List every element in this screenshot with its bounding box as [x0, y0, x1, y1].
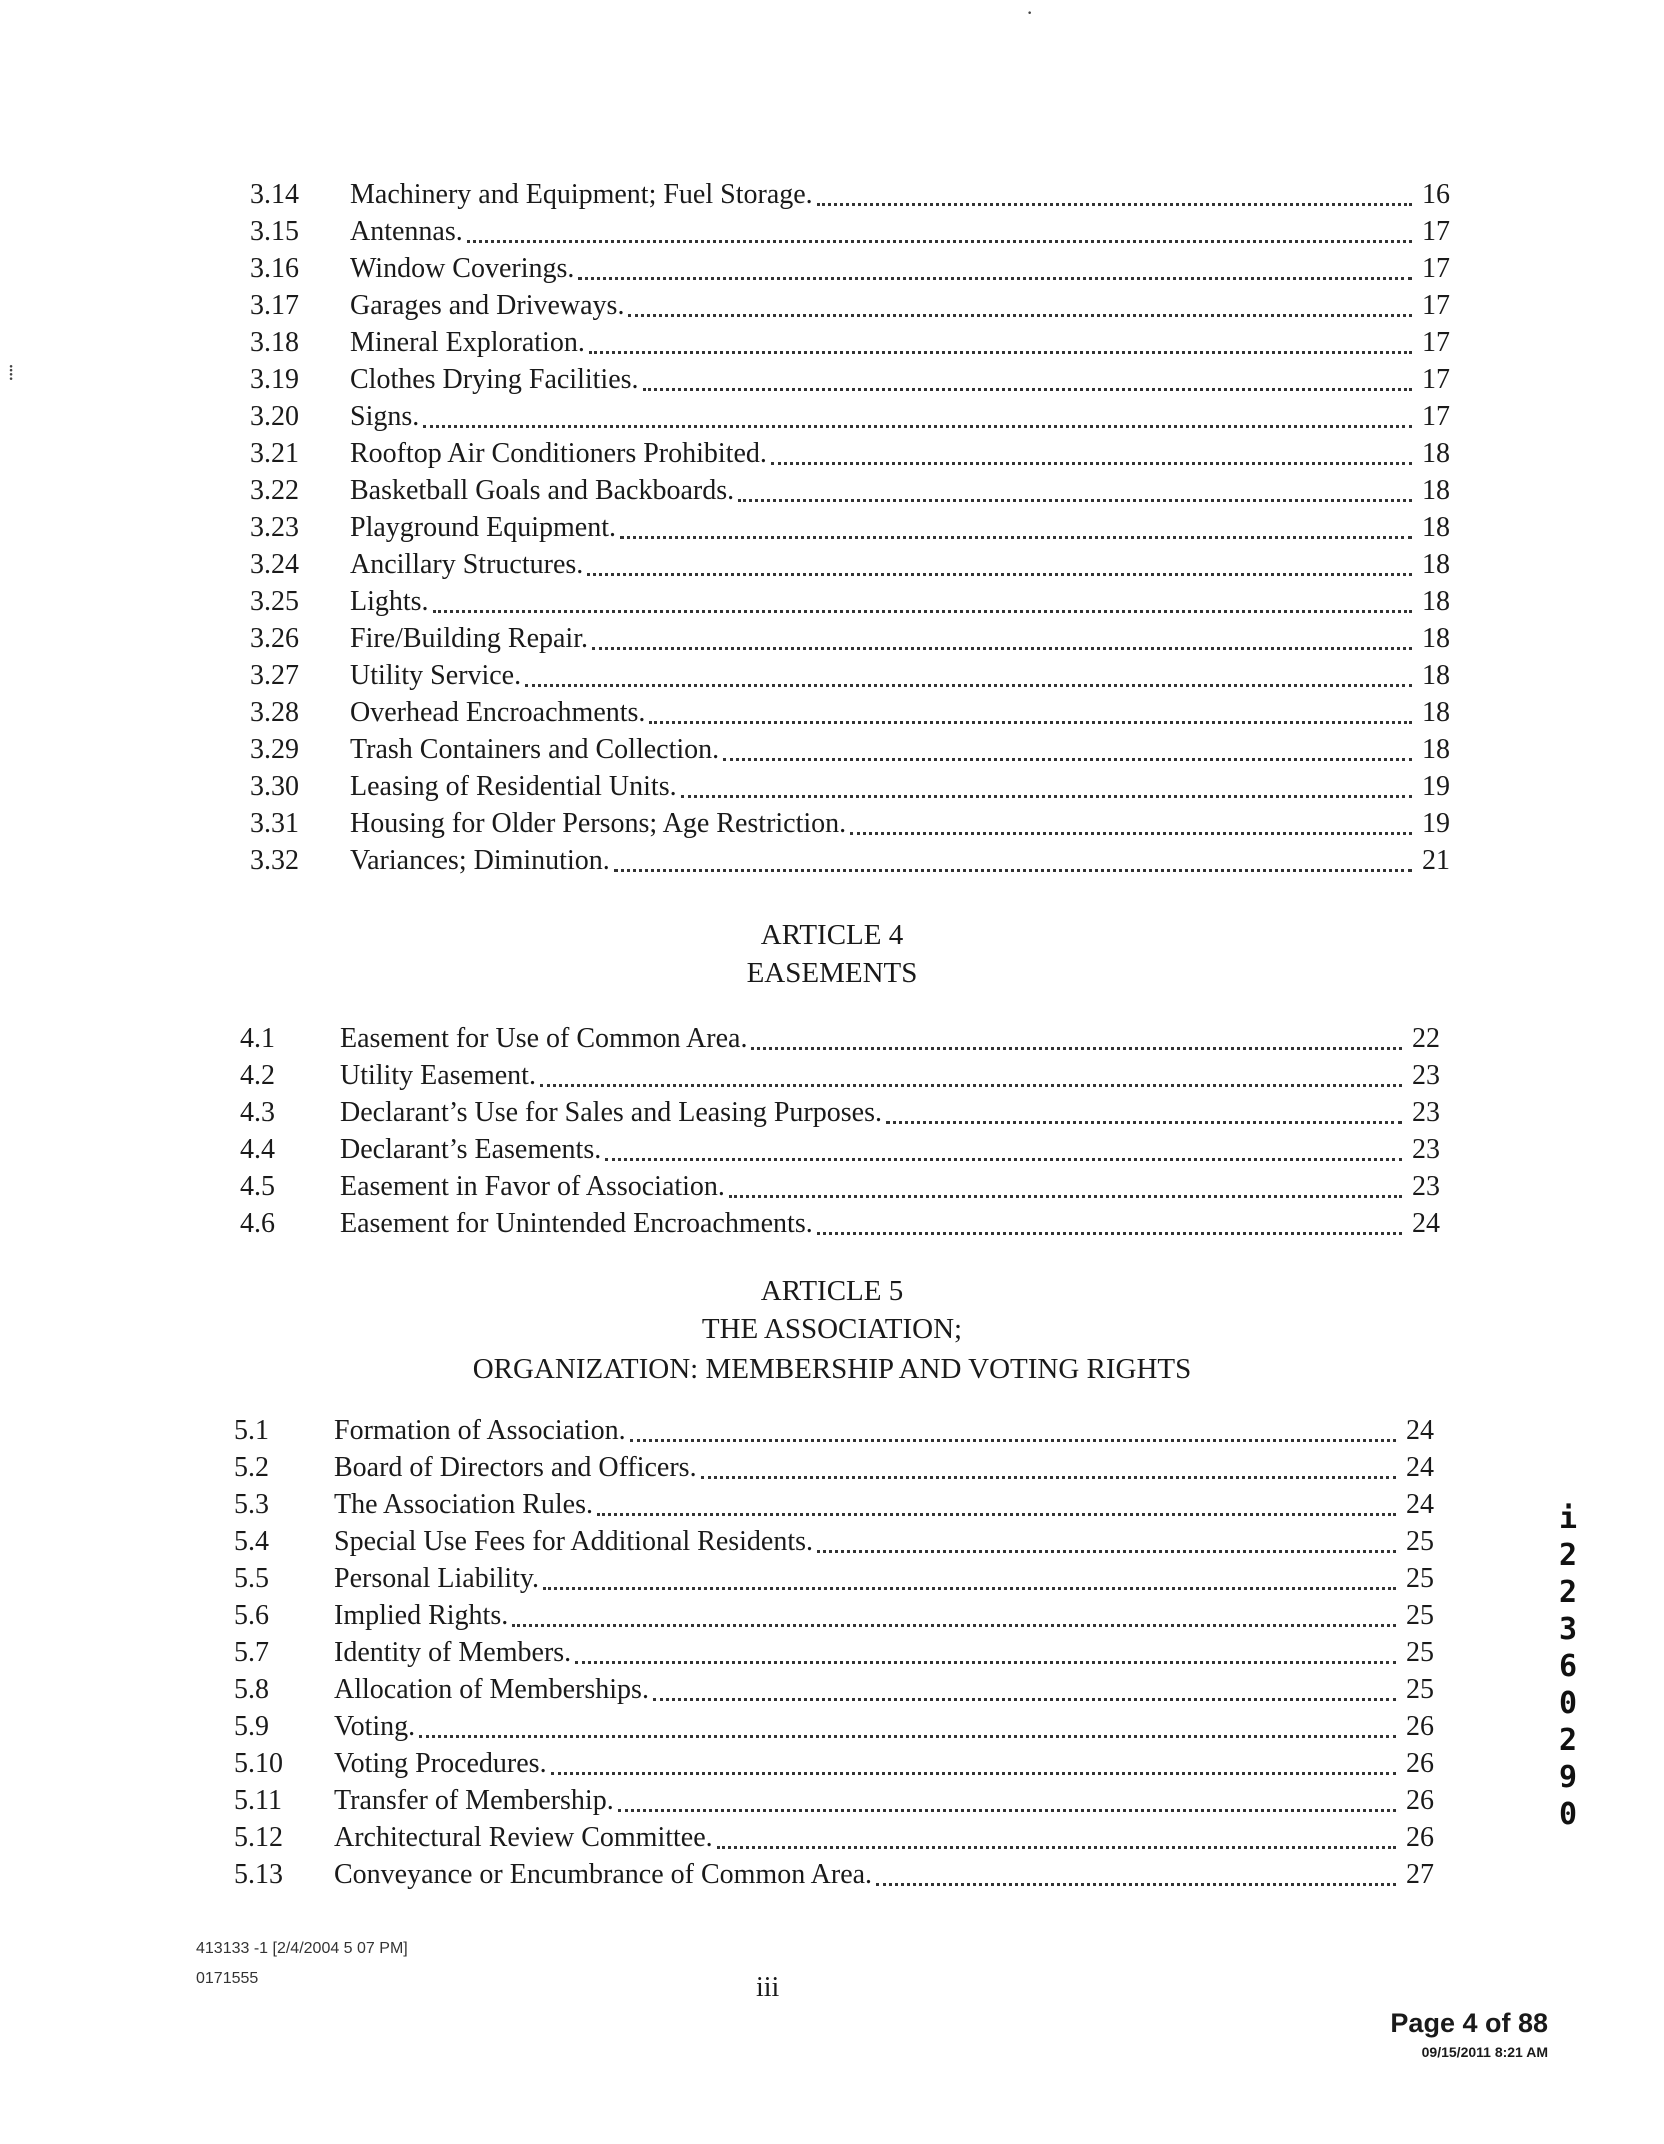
toc-entry-number: 3.22 — [250, 475, 299, 506]
dot-leader — [467, 240, 1412, 243]
toc-entry-page: 18 — [1422, 623, 1450, 654]
toc-entry-title: Variances; Diminution. — [350, 845, 610, 876]
toc-entry-page: 21 — [1422, 845, 1450, 876]
toc-entry-page: 24 — [1406, 1489, 1434, 1520]
toc-entry — [240, 1205, 1440, 1242]
toc-entry-page: 24 — [1406, 1415, 1434, 1446]
toc-entry-title: Voting. — [334, 1711, 416, 1742]
toc-entry-page: 25 — [1406, 1526, 1434, 1557]
toc-entry — [234, 1634, 1434, 1671]
toc-article-5 — [234, 1412, 1434, 1893]
toc-entry-page: 18 — [1422, 660, 1450, 691]
stamp-digit: 3 — [1558, 1612, 1578, 1647]
toc-entry-number: 5.1 — [234, 1415, 269, 1446]
toc-entry-title: Implied Rights. — [334, 1600, 509, 1631]
toc-entry-page: 18 — [1422, 734, 1450, 765]
toc-entry — [250, 361, 1450, 398]
toc-entry-number: 4.4 — [240, 1134, 275, 1165]
toc-entry-title: Leasing of Residential Units. — [350, 771, 677, 802]
toc-entry-title: Conveyance or Encumbrance of Common Area. — [334, 1859, 873, 1890]
toc-entry — [250, 694, 1450, 731]
toc-entry-number: 5.8 — [234, 1674, 269, 1705]
dot-leader — [551, 1772, 1396, 1775]
stamp-digit: 6 — [1558, 1649, 1578, 1684]
dot-leader — [886, 1121, 1402, 1124]
toc-entry-page: 22 — [1412, 1023, 1440, 1054]
toc-entry — [234, 1745, 1434, 1782]
dot-leader — [681, 795, 1412, 798]
toc-entry-title: Signs. — [350, 401, 420, 432]
dot-leader — [433, 610, 1412, 613]
toc-entry-number: 3.18 — [250, 327, 299, 358]
toc-entry-title: Lights. — [350, 586, 429, 617]
toc-entry-page: 18 — [1422, 586, 1450, 617]
toc-entry-title: Formation of Association. — [334, 1415, 626, 1446]
toc-entry-number: 3.27 — [250, 660, 299, 691]
stamp-digit: 0 — [1558, 1686, 1578, 1721]
toc-entry-title: Declarant’s Use for Sales and Leasing Purposes. — [340, 1097, 882, 1128]
toc-entry-page: 19 — [1422, 808, 1450, 839]
toc-entry-page: 25 — [1406, 1637, 1434, 1668]
side-stamp-number — [1548, 1500, 1588, 1833]
toc-entry-title: Utility Easement. — [340, 1060, 536, 1091]
dot-leader — [630, 1439, 1396, 1442]
toc-entry — [250, 250, 1450, 287]
stamp-digit: 9 — [1558, 1760, 1578, 1795]
toc-entry — [250, 805, 1450, 842]
toc-entry-title: Identity of Members. — [334, 1637, 572, 1668]
toc-entry-page: 17 — [1422, 216, 1450, 247]
toc-entry-title: Architectural Review Committee. — [334, 1822, 713, 1853]
toc-entry — [250, 435, 1450, 472]
toc-entry-title: Easement for Unintended Encroachments. — [340, 1208, 813, 1239]
dot-leader — [771, 462, 1412, 465]
toc-entry-page: 18 — [1422, 512, 1450, 543]
toc-entry-number: 3.28 — [250, 697, 299, 728]
toc-entry-number: 3.31 — [250, 808, 299, 839]
toc-entry-title: Machinery and Equipment; Fuel Storage. — [350, 179, 813, 210]
toc-entry-title: Declarant’s Easements. — [340, 1134, 602, 1165]
dot-leader — [419, 1735, 1396, 1738]
toc-entry-number: 3.19 — [250, 364, 299, 395]
toc-entry-number: 4.2 — [240, 1060, 275, 1091]
toc-entry-title: Board of Directors and Officers. — [334, 1452, 697, 1483]
toc-entry-page: 18 — [1422, 697, 1450, 728]
toc-entry-page: 23 — [1412, 1134, 1440, 1165]
toc-entry — [234, 1486, 1434, 1523]
dot-leader — [817, 1232, 1402, 1235]
toc-entry-number: 4.6 — [240, 1208, 275, 1239]
toc-entry-number: 3.23 — [250, 512, 299, 543]
toc-entry — [234, 1449, 1434, 1486]
toc-entry-number: 5.11 — [234, 1785, 282, 1816]
dot-leader — [628, 314, 1412, 317]
toc-entry — [250, 213, 1450, 250]
toc-entry-title: Personal Liability. — [334, 1563, 540, 1594]
toc-entry — [250, 583, 1450, 620]
toc-entry-page: 26 — [1406, 1711, 1434, 1742]
article-5-heading: ARTICLE 5 — [760, 1275, 904, 1307]
toc-entry-title: Voting Procedures. — [334, 1748, 547, 1779]
toc-entry — [240, 1131, 1440, 1168]
page-of-count: Page 4 of 88 — [1390, 2008, 1548, 2038]
toc-entry-number: 3.24 — [250, 549, 299, 580]
toc-entry-title: Mineral Exploration. — [350, 327, 585, 358]
toc-entry — [234, 1819, 1434, 1856]
toc-article-4 — [240, 1020, 1440, 1242]
dot-leader — [738, 499, 1412, 502]
dot-leader — [575, 1661, 1396, 1664]
toc-entry — [234, 1671, 1434, 1708]
toc-entry-title: Transfer of Membership. — [334, 1785, 614, 1816]
toc-entry-page: 27 — [1406, 1859, 1434, 1890]
toc-entry — [250, 731, 1450, 768]
toc-entry-number: 4.1 — [240, 1023, 275, 1054]
dot-leader — [605, 1158, 1402, 1161]
toc-entry — [234, 1412, 1434, 1449]
print-timestamp: 09/15/2011 8:21 AM — [1421, 2044, 1548, 2060]
dot-leader — [649, 721, 1412, 724]
stamp-digit: 2 — [1558, 1538, 1578, 1573]
dot-leader — [723, 758, 1412, 761]
toc-entry-page: 26 — [1406, 1785, 1434, 1816]
article-5-subheading-1: THE ASSOCIATION; — [701, 1313, 963, 1345]
toc-entry-title: Allocation of Memberships. — [334, 1674, 649, 1705]
dot-leader — [701, 1476, 1396, 1479]
toc-entry-title: Basketball Goals and Backboards. — [350, 475, 735, 506]
toc-entry-number: 3.25 — [250, 586, 299, 617]
article-5-subheading-2: ORGANIZATION: MEMBERSHIP AND VOTING RIGHTS — [472, 1353, 1192, 1385]
toc-entry-page: 24 — [1412, 1208, 1440, 1239]
article-4-subheading: EASEMENTS — [746, 957, 918, 989]
dot-leader — [751, 1047, 1402, 1050]
toc-entry-number: 5.5 — [234, 1563, 269, 1594]
toc-entry — [250, 842, 1450, 879]
toc-entry — [250, 546, 1450, 583]
toc-entry-number: 3.14 — [250, 179, 299, 210]
dot-leader — [817, 1550, 1396, 1553]
toc-entry-title: Easement in Favor of Association. — [340, 1171, 725, 1202]
toc-entry-page: 18 — [1422, 549, 1450, 580]
dot-leader — [620, 536, 1412, 539]
scan-speck: ⁞ — [8, 360, 15, 385]
toc-entry — [250, 509, 1450, 546]
toc-entry-title: Antennas. — [350, 216, 463, 247]
toc-entry-number: 3.15 — [250, 216, 299, 247]
toc-entry — [250, 287, 1450, 324]
toc-entry — [240, 1168, 1440, 1205]
scan-speck: · — [1026, 0, 1034, 25]
toc-entry-page: 17 — [1422, 364, 1450, 395]
toc-entry-number: 4.3 — [240, 1097, 275, 1128]
toc-entry-number: 3.32 — [250, 845, 299, 876]
dot-leader — [592, 647, 1412, 650]
toc-entry-number: 3.30 — [250, 771, 299, 802]
toc-entry — [250, 768, 1450, 805]
toc-entry-number: 5.10 — [234, 1748, 283, 1779]
toc-entry-number: 5.2 — [234, 1452, 269, 1483]
toc-entry-title: Window Coverings. — [350, 253, 575, 284]
article-4-heading: ARTICLE 4 — [760, 919, 904, 951]
toc-entry-number: 5.13 — [234, 1859, 283, 1890]
toc-entry-title: Fire/Building Repair. — [350, 623, 588, 654]
toc-entry-page: 26 — [1406, 1748, 1434, 1779]
dot-leader — [614, 869, 1412, 872]
toc-entry-title: Special Use Fees for Additional Residents. — [334, 1526, 814, 1557]
dot-leader — [589, 351, 1412, 354]
toc-entry-number: 5.4 — [234, 1526, 269, 1557]
toc-entry — [250, 176, 1450, 213]
dot-leader — [587, 573, 1412, 576]
toc-entry-page: 24 — [1406, 1452, 1434, 1483]
toc-entry-page: 25 — [1406, 1563, 1434, 1594]
toc-entry-page: 23 — [1412, 1171, 1440, 1202]
toc-entry-number: 3.29 — [250, 734, 299, 765]
toc-entry-number: 5.7 — [234, 1637, 269, 1668]
dot-leader — [525, 684, 1412, 687]
toc-entry — [234, 1856, 1434, 1893]
toc-entry — [250, 657, 1450, 694]
toc-entry-title: Ancillary Structures. — [350, 549, 584, 580]
toc-entry-title: Playground Equipment. — [350, 512, 616, 543]
dot-leader — [729, 1195, 1402, 1198]
toc-entry-number: 3.26 — [250, 623, 299, 654]
toc-entry-page: 17 — [1422, 253, 1450, 284]
toc-entry-page: 25 — [1406, 1600, 1434, 1631]
toc-entry-page: 25 — [1406, 1674, 1434, 1705]
dot-leader — [543, 1587, 1396, 1590]
toc-entry-number: 4.5 — [240, 1171, 275, 1202]
toc-entry-page: 17 — [1422, 290, 1450, 321]
stamp-digit: 0 — [1558, 1797, 1578, 1832]
dot-leader — [423, 425, 1412, 428]
footer-roman-page: iii — [756, 1972, 780, 2003]
toc-entry — [240, 1020, 1440, 1057]
toc-entry-title: Overhead Encroachments. — [350, 697, 646, 728]
toc-entry-title: Clothes Drying Facilities. — [350, 364, 639, 395]
toc-entry-title: Trash Containers and Collection. — [350, 734, 720, 765]
toc-entry-title: Utility Service. — [350, 660, 522, 691]
toc-entry-number: 5.6 — [234, 1600, 269, 1631]
toc-entry-number: 3.16 — [250, 253, 299, 284]
dot-leader — [512, 1624, 1396, 1627]
dot-leader — [717, 1846, 1396, 1849]
toc-entry-number: 5.3 — [234, 1489, 269, 1520]
toc-entry — [234, 1708, 1434, 1745]
toc-entry-title: Housing for Older Persons; Age Restriction. — [350, 808, 847, 839]
stamp-digit: i — [1558, 1501, 1578, 1536]
dot-leader — [817, 203, 1412, 206]
toc-entry — [234, 1560, 1434, 1597]
toc-entry — [234, 1782, 1434, 1819]
footer-doc-id: 0171555 — [196, 1970, 259, 1987]
toc-entry — [250, 398, 1450, 435]
toc-entry-title: The Association Rules. — [334, 1489, 593, 1520]
stamp-digit: 2 — [1558, 1723, 1578, 1758]
toc-entry — [250, 324, 1450, 361]
toc-entry-page: 23 — [1412, 1097, 1440, 1128]
dot-leader — [618, 1809, 1396, 1812]
toc-entry-title: Garages and Driveways. — [350, 290, 625, 321]
toc-entry-page: 23 — [1412, 1060, 1440, 1091]
toc-entry-page: 17 — [1422, 327, 1450, 358]
toc-entry-page: 18 — [1422, 475, 1450, 506]
dot-leader — [850, 832, 1412, 835]
toc-entry-page: 16 — [1422, 179, 1450, 210]
toc-entry-number: 5.9 — [234, 1711, 269, 1742]
dot-leader — [578, 277, 1412, 280]
toc-entry-title: Easement for Use of Common Area. — [340, 1023, 748, 1054]
toc-entry — [250, 472, 1450, 509]
toc-entry-page: 26 — [1406, 1822, 1434, 1853]
toc-entry-number: 3.20 — [250, 401, 299, 432]
footer-doc-ref: 413133 -1 [2/4/2004 5 07 PM] — [196, 1940, 408, 1957]
dot-leader — [876, 1883, 1396, 1886]
dot-leader — [653, 1698, 1396, 1701]
toc-entry-page: 19 — [1422, 771, 1450, 802]
toc-entry-number: 5.12 — [234, 1822, 283, 1853]
toc-entry-number: 3.21 — [250, 438, 299, 469]
toc-entry — [240, 1057, 1440, 1094]
toc-entry — [234, 1597, 1434, 1634]
toc-entry — [240, 1094, 1440, 1131]
dot-leader — [597, 1513, 1396, 1516]
dot-leader — [643, 388, 1412, 391]
toc-entry — [250, 620, 1450, 657]
toc-entry-title: Rooftop Air Conditioners Prohibited. — [350, 438, 767, 469]
toc-entry-page: 17 — [1422, 401, 1450, 432]
toc-section-3 — [250, 176, 1450, 879]
dot-leader — [540, 1084, 1402, 1087]
toc-entry-number: 3.17 — [250, 290, 299, 321]
toc-entry — [234, 1523, 1434, 1560]
stamp-digit: 2 — [1558, 1575, 1578, 1610]
toc-entry-page: 18 — [1422, 438, 1450, 469]
